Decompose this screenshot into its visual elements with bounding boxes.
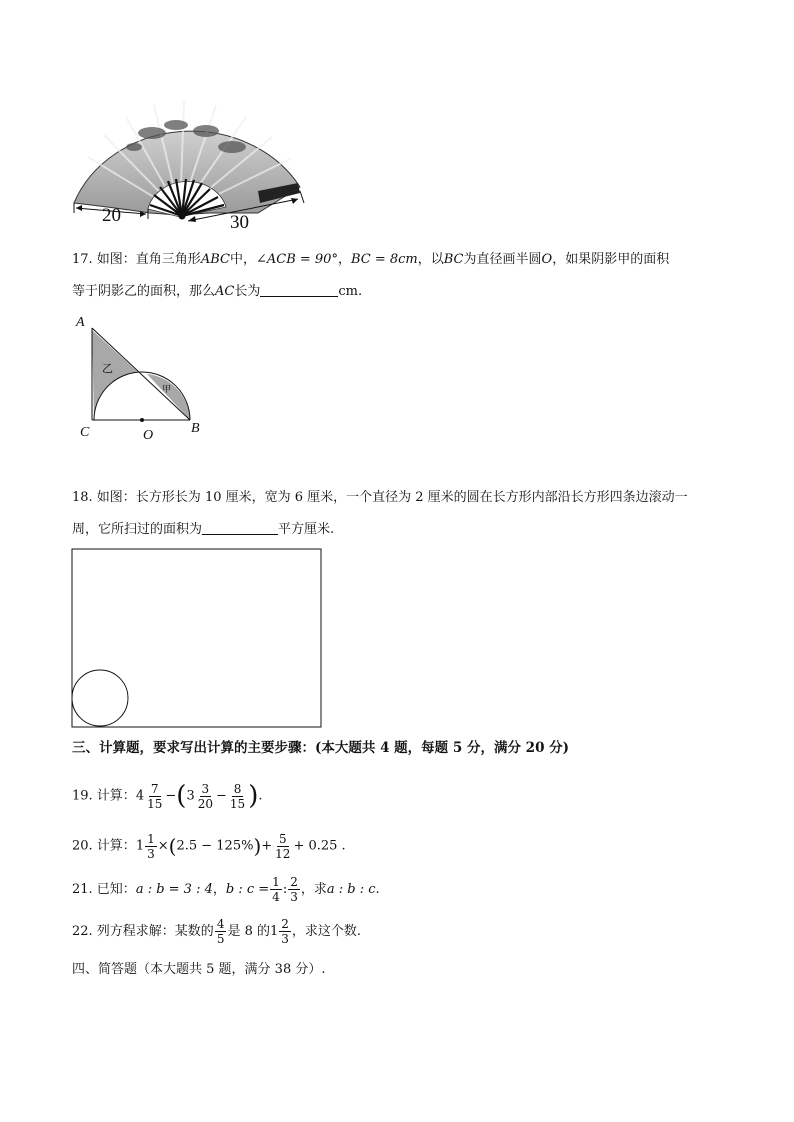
rolling-circle	[72, 670, 128, 726]
fraction-3-20: $\frac{3}{20}$	[197, 781, 213, 811]
question-17-line-2: 等于阴影乙的面积，那么AC长为 cm.	[72, 284, 363, 299]
fraction-1-4: $\frac{1}{4}$	[272, 875, 280, 904]
fraction-1-3: $\frac{1}{3}$	[147, 831, 155, 861]
vertex-a: A	[76, 315, 85, 330]
answer-blank-18[interactable]	[202, 520, 278, 535]
triangle-semicircle-figure	[70, 308, 220, 443]
rectangle	[72, 549, 321, 727]
question-18-line-2: 周，它所扫过的面积为 平方厘米.	[72, 522, 335, 537]
question-18-line-1: 18. 如图：长方形长为 10 厘米，宽为 6 厘米，一个直径为 2 厘米的圆在长方形内部沿长方形四条边滚动一	[72, 490, 688, 505]
question-22: 22. 列方程求解：某数的 $\frac{4}{5}$ 是 8 的1 $\frac{2}{3}$ ，求这个数.	[72, 917, 362, 946]
answer-blank-17[interactable]	[260, 282, 338, 297]
fraction-5-12: $\frac{5}{12}$	[275, 831, 291, 861]
center-o: O	[143, 428, 154, 443]
fraction-7-15: $\frac{7}{15}$	[147, 781, 163, 811]
rectangle-circle-figure	[71, 548, 323, 730]
section-4-title: 四、简答题（本大题共 5 题，满分 38 分）.	[72, 962, 326, 977]
vertex-c: C	[80, 425, 90, 440]
question-21: 21. 已知：a : b = 3 : 4，b : c = $\frac{1}{4}$ : $\frac{2}{3}$ ，求a : b : c.	[72, 875, 380, 904]
vertex-b: B	[191, 421, 200, 436]
region-yi: 乙	[102, 363, 113, 375]
question-17-line-1: 17. 如图：直角三角形ABC中，∠ACB = 90°，BC = 8cm，以BC为直径画半圆O，如果阴影甲的面积	[72, 252, 670, 267]
fraction-4-5: $\frac{4}{5}$	[216, 917, 225, 946]
fan-label-20: 20	[102, 205, 121, 226]
question-19: 19. 计算：4 $\frac{7}{15}$ −(3 $\frac{3}{20}$ − $\frac{8}{15}$ ).	[72, 781, 263, 811]
fan-label-30: 30	[230, 212, 249, 230]
fraction-8-15: $\frac{8}{15}$	[229, 781, 246, 811]
region-jia: 甲	[162, 384, 172, 394]
fraction-2-3: $\frac{2}{3}$	[290, 875, 298, 904]
fan-figure	[60, 95, 320, 230]
section-3-title: 三、计算题，要求写出计算的主要步骤：(本大题共 4 题，每题 5 分，满分 20 分)	[72, 740, 570, 756]
fraction-2-3-b: $\frac{2}{3}$	[281, 917, 289, 946]
question-20: 20. 计算：1 $\frac{1}{3}$ ×(2.5 − 125%)+ $\frac{5}{12}$ + 0.25 .	[72, 831, 346, 861]
